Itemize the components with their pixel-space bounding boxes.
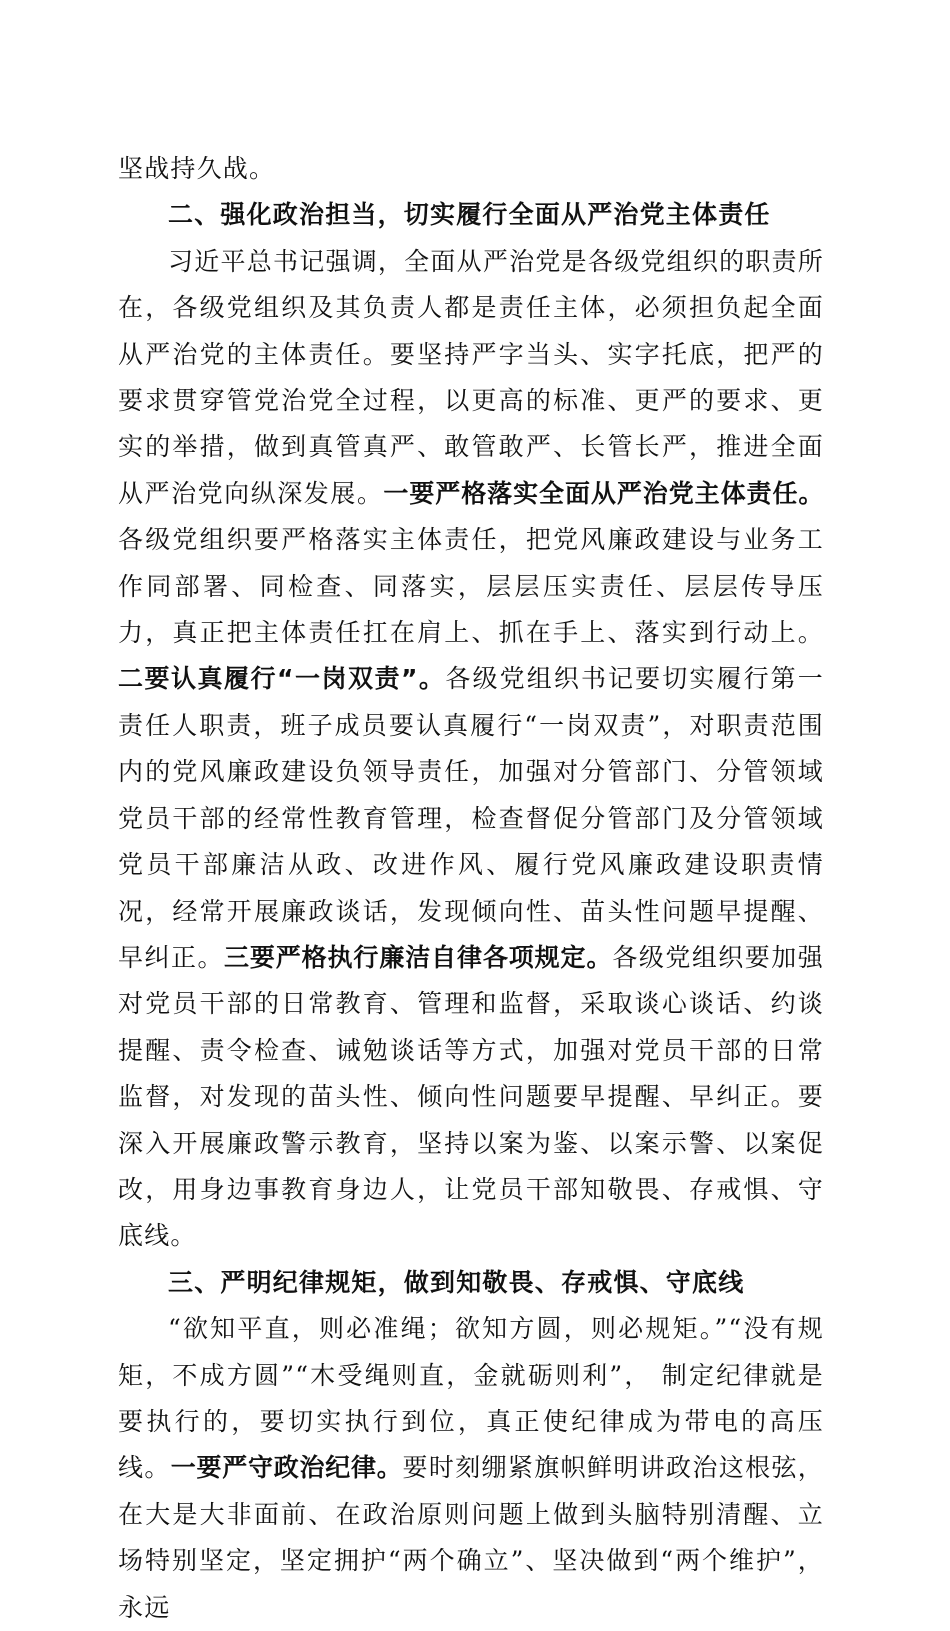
section-3-point-1-text: 要时刻绷紧旗帜鲜明讲政治这根弦，在大是大非面前、在政治原则问题上做到头脑特别清醒、立场特别坚定，坚定拥护“两个确立”、坚决做到“两个维护”，永远	[118, 1453, 825, 1622]
section-3-heading: 三、严明纪律规矩，做到知敬畏、存戒惧、守底线	[168, 1267, 745, 1297]
section-2-paragraph-text: 习近平总书记强调，全面从严治党是各级党组织的职责所在，各级党组织及其负责人都是责任主体，必须担负起全面从严治党的主体责任。要坚持严字当头、实字托底，把严的要求贯穿管党治党全过程，以更高的标准、更严的要求、更实的举措，做到真管真严、敢管敢严、长管长严，推进全面从严治党向纵深发展。	[118, 246, 824, 508]
section-3-point-1-title: 一要严守政治纪律。	[170, 1453, 403, 1483]
section-2-point-2-title: 二要认真履行“一岗双责”。	[118, 664, 446, 694]
intro-line: 坚战持久战。	[118, 154, 276, 183]
section-2-point-3-title: 三要严格执行廉洁自律各项规定。	[223, 942, 613, 972]
section-2-point-1-title: 一要严格落实全面从严治党主体责任。	[383, 478, 824, 508]
section-3-paragraph	[118, 1306, 824, 1631]
document-page	[118, 146, 824, 1631]
section-2-point-2-text: 各级党组织书记要切实履行第一责任人职责，班子成员要认真履行“一岗双责”，对职责范围内的党风廉政建设负领导责任，加强对分管部门、分管领域党员干部的经常性教育管理，检查督促分管部门及分管领域党员干部廉洁从政、改进作风、履行党风廉政建设职责情况，经常开展廉政谈话，发现倾向性、苗头性问题早提醒、早纠正。	[118, 664, 824, 972]
section-2-paragraph	[118, 239, 824, 1260]
section-2-point-1-text: 各级党组织要严格落实主体责任，把党风廉政建设与业务工作同部署、同检查、同落实，层层压实责任、层层传导压力，真正把主体责任扛在肩上、抓在手上、落实到行动上。	[118, 525, 824, 648]
section-3-paragraph-text: “欲知平直，则必准绳；欲知方圆，则必规矩。”“没有规矩，不成方圆”“木受绳则直，金就砺则利”， 制定纪律就是要执行的，要切实执行到位，真正使纪律成为带电的高压线。	[118, 1314, 824, 1483]
section-2-point-3-text: 各级党组织要加强对党员干部的日常教育、管理和监督，采取谈心谈话、约谈提醒、责令检查、诫勉谈话等方式，加强对党员干部的日常监督，对发现的苗头性、倾向性问题要早提醒、早纠正。要深入开展廉政警示教育，坚持以案为鉴、以案示警、以案促改，用身边事教育身边人，让党员干部知敬畏、存戒惧、守底线。	[118, 942, 824, 1251]
section-2-heading: 二、强化政治担当，切实履行全面从严治党主体责任	[168, 200, 771, 230]
